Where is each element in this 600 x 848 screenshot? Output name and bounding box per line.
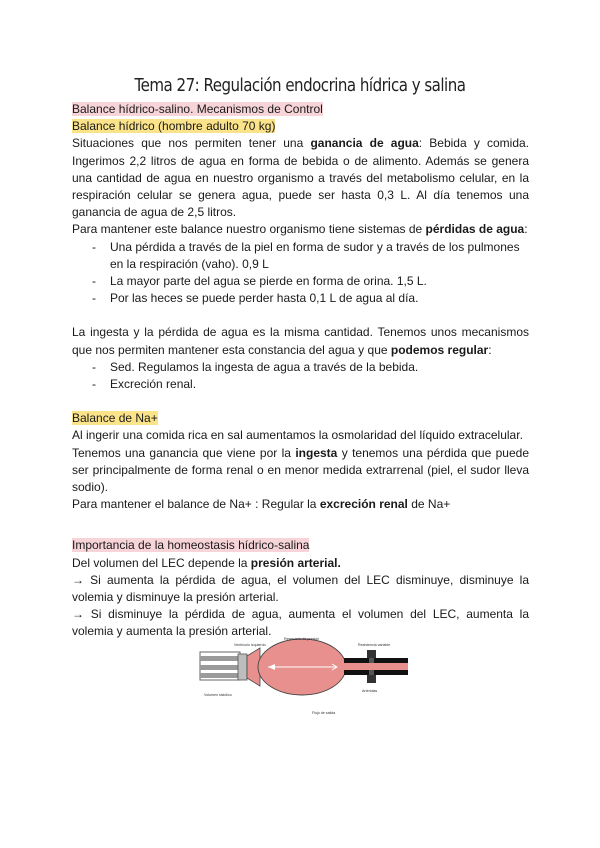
list-item: - Sed. Regulamos la ingesta de agua a través de la bebida. <box>72 359 529 376</box>
list-item: - Excreción renal. <box>72 376 529 393</box>
pressure-reservoir-diagram <box>198 634 410 718</box>
paragraph-lec: Del volumen del LEC depende la presión arterial. <box>72 555 341 570</box>
section-heading-balance: Balance hídrico-salino. Mecanismos de Control <box>72 102 323 116</box>
paragraph-disminuye-perdida: → Si disminuye la pérdida de agua, aumenta el volumen del LEC, aumenta la volemia y aumenta la presión arterial. <box>72 607 529 639</box>
clamp-jaw-top <box>369 658 374 663</box>
section-heading-homeostasis: Importancia de la homeostasis hídrico-salina <box>72 538 310 553</box>
piston-head <box>238 654 247 680</box>
label-volumen: Volumen sistólico <box>204 693 232 697</box>
label-resistencia: Resistencia variable <box>358 643 391 647</box>
paragraph-aumenta-perdida: → Si aumenta la pérdida de agua, el volumen del LEC disminuye, disminuye la volemia y disminuye la presión arterial. <box>72 572 529 605</box>
regulation-list <box>72 359 529 393</box>
piston-rod-bottom <box>200 673 238 678</box>
outflow-lumen <box>344 663 408 670</box>
page-title: Tema 27: Regulación endocrina hídrica y salina <box>134 76 466 96</box>
list-item: - La mayor parte del agua se pierde en forma de orina. 1,5 L. <box>72 273 529 290</box>
piston-rod-mid <box>200 665 238 670</box>
label-arteriolas: Arteriolas <box>362 689 378 693</box>
piston-rod-top <box>200 656 238 661</box>
subheading-balance-hidrico: Balance hídrico (hombre adulto 70 kg) <box>72 119 276 134</box>
list-item: - Por las heces se puede perder hasta 0,1 L de agua al día. <box>72 290 529 307</box>
paragraph-osmolaridad: Al ingerir una comida rica en sal aumentamos la osmolaridad del líquido extracelular. <box>72 428 523 443</box>
clamp-jaw-bottom <box>369 670 374 675</box>
paragraph-regular: La ingesta y la pérdida de agua es la misma cantidad. Tenemos unos mecanismos que nos permiten mantener esta constancia del agua y que podemos regular: <box>72 325 529 357</box>
label-ventriculo: Ventrículo izquierdo <box>234 643 266 647</box>
label-flujo: Flujo de salida <box>312 711 336 715</box>
clamp-bottom <box>367 675 376 683</box>
list-item: - Una pérdida a través de la piel en forma de sudor y a través de los pulmones en la respiración (vaho). 0,9 L <box>72 239 529 273</box>
paragraph-ganancia: Situaciones que nos permiten tener una ganancia de agua: Bebida y comida. Ingerimos 2,2 litros de agua en forma de bebida o de alimento. Además se genera una cantidad de agua en nuestro organismo a través del metabolismo celular, en la respiración celular se genera agua, puede ser hasta 0,3 L. Al día tenemos una ganancia de agua de 2,5 litros. <box>72 136 529 220</box>
losses-list <box>72 239 529 308</box>
label-reservorio: Reservorio de presión <box>284 637 320 641</box>
paragraph-excrecion-na: Para mantener el balance de Na+ : Regular la excreción renal de Na+ <box>72 497 451 512</box>
document-body <box>72 101 529 641</box>
section-heading-na: Balance de Na+ <box>72 411 158 426</box>
clamp-top <box>367 650 376 658</box>
paragraph-ganancia-na: Tenemos una ganancia que viene por la ingesta y tenemos una pérdida que puede ser principalmente de forma renal o en menor medida extrarrenal (piel, el sudor lleva sodio). <box>72 445 529 495</box>
paragraph-perdidas: Para mantener este balance nuestro organismo tiene sistemas de pérdidas de agua: <box>72 222 528 237</box>
